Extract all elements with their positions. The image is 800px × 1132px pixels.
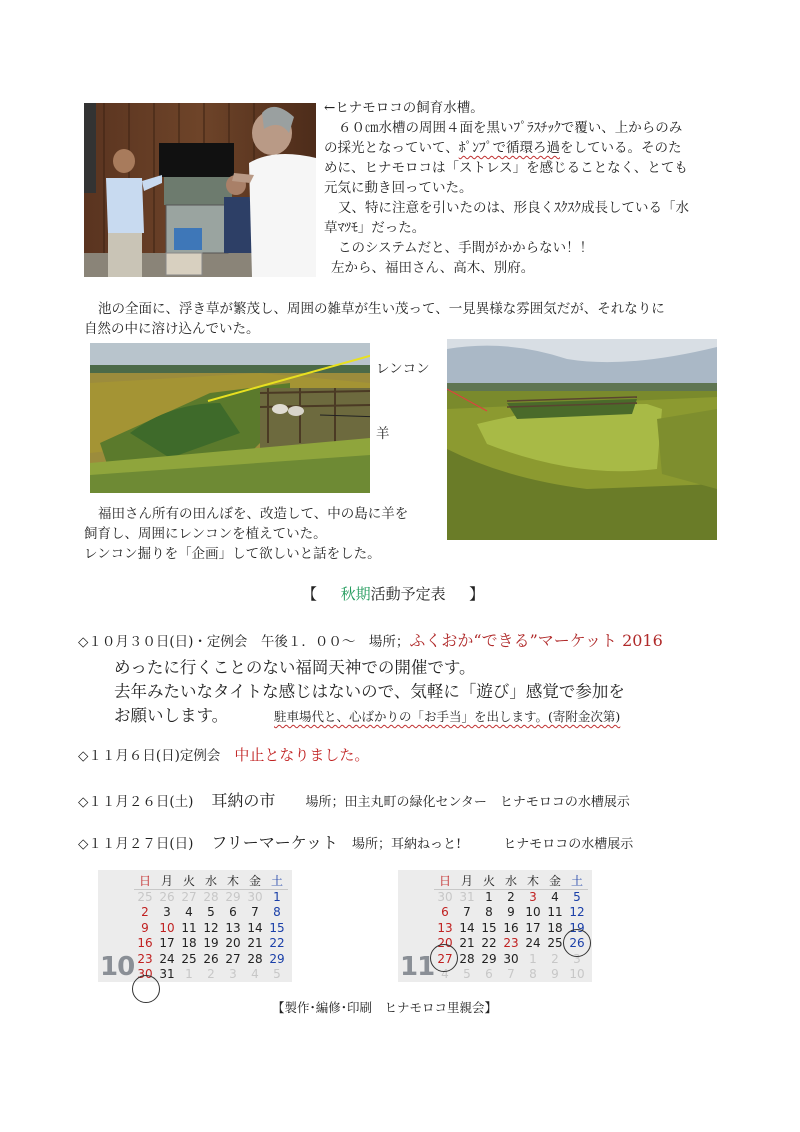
calendar-day: 10 xyxy=(525,905,541,919)
calendar-week-row xyxy=(134,921,288,937)
pump-filter-text: ﾎﾟﾝﾌﾟで循環ろ過 xyxy=(458,140,560,156)
calendar-day: 17 xyxy=(159,936,175,950)
calendar-day: 28 xyxy=(203,889,219,904)
calendar-day: 20 xyxy=(437,936,453,950)
calendar-day: 8 xyxy=(529,967,537,981)
event-2-date: ◇１１月６日(日)定例会 xyxy=(78,748,221,764)
calendar-weekday: 水 xyxy=(500,874,522,890)
event-4-place: 場所；耳納ねっと! xyxy=(351,837,462,852)
calendar-day: 20 xyxy=(225,936,241,950)
calendar-day: 4 xyxy=(185,905,193,919)
calendar-day: 28 xyxy=(459,951,475,966)
title-season: 秋期 xyxy=(340,585,371,603)
calendar-weekday: 土 xyxy=(566,874,588,890)
title-bracket-open: 【 xyxy=(302,585,318,603)
event-2-status: 中止となりました。 xyxy=(234,746,370,764)
aquarium-photo xyxy=(84,103,316,277)
calendar-day: 29 xyxy=(269,951,285,966)
calendar-day: 10 xyxy=(159,920,175,935)
calendar-day: 31 xyxy=(459,889,475,904)
pond-text-line-1: 池の全面に、浮き草が繁茂し、周囲の雑草が生い茂って、一見異様な雰囲気だが、それなりに xyxy=(98,301,665,317)
calendar-day: 1 xyxy=(273,889,281,904)
calendar-weekday: 日 xyxy=(134,874,156,890)
calendar-week-row xyxy=(134,890,288,906)
calendar-weekday: 火 xyxy=(178,874,200,890)
calendar-weekday: 土 xyxy=(266,874,288,890)
calendar-day: 24 xyxy=(525,936,541,950)
calendar-day: 9 xyxy=(507,905,515,919)
calendar-day: 7 xyxy=(507,967,515,981)
event-4 xyxy=(78,832,633,856)
calendar-month-number: 11 xyxy=(400,952,435,982)
event-1-note: 駐車場代と、心ばかりの「お手当」を出します。(寄附金次第) xyxy=(274,709,621,724)
calendar-day: 26 xyxy=(203,951,219,966)
calendar-day: 27 xyxy=(225,951,241,966)
caption-line-1: ←ヒナモロコの飼育水槽。 xyxy=(324,100,484,116)
sheep-label: 羊 xyxy=(376,426,390,442)
calendar-day: 27 xyxy=(181,889,197,904)
calendar-day: 11 xyxy=(547,905,563,919)
calendar-day: 19 xyxy=(203,936,219,950)
event-1-line-3: 去年みたいなタイトな感じはないので、気軽に「遊び」感覚で参加を xyxy=(114,682,625,701)
calendar-day: 25 xyxy=(137,889,153,904)
calendar-day: 3 xyxy=(229,967,237,981)
caption-line-6: 又、特に注意を引いたのは、形良くｽｸｽｸ成長している「水 xyxy=(338,200,689,216)
calendar-day: 9 xyxy=(141,920,149,935)
calendar-weekday: 日 xyxy=(434,874,456,890)
caption2-line-2: 飼育し、周囲にレンコンを植えていた。 xyxy=(84,526,327,542)
renkon-label: レンコン xyxy=(376,361,430,377)
calendar-day: 17 xyxy=(525,920,541,935)
caption-line-7: 草ﾏﾂﾓ」だった。 xyxy=(324,220,426,236)
calendar-day: 21 xyxy=(459,936,475,950)
calendar-day: 15 xyxy=(481,920,497,935)
calendar-day: 14 xyxy=(247,920,263,935)
calendar-day: 5 xyxy=(273,967,281,981)
calendar-day: 31 xyxy=(159,967,175,981)
calendar-week-row xyxy=(134,905,288,921)
calendar-month-number: 10 xyxy=(100,952,135,982)
calendar-day: 16 xyxy=(503,920,519,935)
calendar-week-row xyxy=(434,890,588,906)
caption-line-5: 元気に動き回っていた。 xyxy=(324,180,473,196)
title-bracket-close: 】 xyxy=(469,585,485,603)
caption-line-4: めに、ヒナモロコは「ストレス」を感じることなく、とても xyxy=(324,160,688,176)
caption2-line-3: レンコン掘りを「企画」して欲しいと話をした。 xyxy=(84,546,381,562)
calendar-day: 23 xyxy=(137,951,153,966)
schedule-title xyxy=(302,584,484,604)
calendar-weekday: 月 xyxy=(156,874,178,890)
calendar-weekday: 木 xyxy=(522,874,544,890)
calendar-weekday-row xyxy=(134,874,288,890)
calendar-day: 18 xyxy=(547,920,563,935)
calendar-day: 6 xyxy=(485,967,493,981)
calendar-day: 4 xyxy=(251,967,259,981)
calendar-day: 25 xyxy=(181,951,197,966)
calendar-day: 10 xyxy=(569,967,585,981)
event-1-line-2: めったに行くことのない福岡天神での開催です。 xyxy=(114,658,476,677)
footer-credit: 【製作･編修･印刷 ヒナモロコ里親会】 xyxy=(272,1000,498,1015)
calendar-day: 5 xyxy=(573,889,581,904)
calendar-week-row xyxy=(434,967,588,983)
nov-27-circle xyxy=(430,944,458,972)
paddy-island-photo xyxy=(90,343,370,493)
calendar-day: 8 xyxy=(485,905,493,919)
caption-line-3 xyxy=(324,139,681,159)
title-rest: 活動予定表 xyxy=(370,585,446,603)
calendar-day: 1 xyxy=(529,951,537,966)
oct-30-circle xyxy=(132,975,160,1003)
calendar-day: 4 xyxy=(551,889,559,904)
caption-line-9: 左から、福田さん、高木、別府。 xyxy=(331,260,535,276)
calendar-weekday: 金 xyxy=(544,874,566,890)
calendar-day: 14 xyxy=(459,920,475,935)
calendar-day: 6 xyxy=(229,905,237,919)
calendar-weekday: 月 xyxy=(456,874,478,890)
event-3-name: 耳納の市 xyxy=(211,791,276,810)
event-1-place: ふくおか“できる”マーケット 2016 xyxy=(409,631,663,650)
calendar-day: 18 xyxy=(181,936,197,950)
calendar-day: 4 xyxy=(441,967,449,981)
calendar-day: 28 xyxy=(247,951,263,966)
calendar-day: 30 xyxy=(503,951,519,966)
calendar-day: 5 xyxy=(463,967,471,981)
calendar-day: 12 xyxy=(569,905,585,919)
calendar-day: 2 xyxy=(207,967,215,981)
calendar-day: 9 xyxy=(551,967,559,981)
calendar-day: 5 xyxy=(207,905,215,919)
calendar-day: 30 xyxy=(247,889,263,904)
event-4-note: ヒナモロコの水槽展示 xyxy=(503,837,634,852)
calendar-day: 25 xyxy=(547,936,563,950)
calendar-day: 8 xyxy=(273,905,281,919)
calendar-day: 16 xyxy=(137,936,153,950)
calendar-weekday-row xyxy=(434,874,588,890)
caption-line-8: このシステムだと、手間がかからない！！ xyxy=(338,240,594,256)
calendar-day: 19 xyxy=(569,920,585,935)
nov-26-circle xyxy=(563,929,591,957)
calendar-day: 30 xyxy=(437,889,453,904)
calendar-day: 1 xyxy=(185,967,193,981)
event-4-name: フリーマーケット xyxy=(211,833,338,852)
calendar-day: 1 xyxy=(485,889,493,904)
calendar-grid xyxy=(434,874,588,983)
calendar-weekday: 水 xyxy=(200,874,222,890)
calendar-october xyxy=(98,870,292,982)
calendar-day: 15 xyxy=(269,920,285,935)
calendar-day: 21 xyxy=(247,936,263,950)
duckweed-pond-photo xyxy=(447,339,717,540)
calendar-day: 7 xyxy=(251,905,259,919)
event-3-place: 場所；田主丸町の緑化センター ヒナモロコの水槽展示 xyxy=(305,795,630,810)
calendar-grid xyxy=(134,874,288,983)
calendar-day: 29 xyxy=(225,889,241,904)
calendar-day: 3 xyxy=(529,889,537,904)
calendar-day: 26 xyxy=(569,936,585,950)
calendar-day: 2 xyxy=(551,951,559,966)
calendar-day: 3 xyxy=(163,905,171,919)
calendar-day: 2 xyxy=(141,905,149,919)
event-2 xyxy=(78,744,369,767)
calendar-day: 29 xyxy=(481,951,497,966)
event-3 xyxy=(78,790,630,814)
calendar-weekday: 火 xyxy=(478,874,500,890)
calendar-day: 6 xyxy=(441,905,449,919)
calendar-day: 12 xyxy=(203,920,219,935)
event-4-date: ◇１１月２７日(日) xyxy=(78,836,194,852)
calendar-day: 13 xyxy=(225,920,241,935)
calendar-weekday: 木 xyxy=(222,874,244,890)
calendar-day: 26 xyxy=(159,889,175,904)
calendar-day: 24 xyxy=(159,951,175,966)
event-1-line-4: お願いします。 xyxy=(114,706,229,725)
event-1-date: ◇１０月３０日(日)・定例会 午後１．００～ 場所； xyxy=(78,634,410,650)
calendar-day: 22 xyxy=(481,936,497,950)
calendar-week-row xyxy=(434,905,588,921)
caption2-line-1: 福田さん所有の田んぼを、改造して、中の島に羊を xyxy=(98,506,409,522)
pond-text-line-2: 自然の中に溶け込んでいた。 xyxy=(84,321,260,337)
calendar-day: 27 xyxy=(437,951,453,966)
calendar-day: 3 xyxy=(573,951,581,966)
caption-line-3-a: の採光となっていて、 xyxy=(324,140,459,156)
calendar-week-row xyxy=(134,936,288,952)
calendar-week-row xyxy=(134,952,288,968)
calendar-day: 22 xyxy=(269,936,285,950)
event-1-header xyxy=(78,630,663,653)
calendar-november xyxy=(398,870,592,982)
caption-line-3-c: をしている。そのた xyxy=(559,140,682,156)
calendar-day: 13 xyxy=(437,920,453,935)
calendar-day: 30 xyxy=(137,967,153,981)
calendar-day: 7 xyxy=(463,905,471,919)
event-3-date: ◇１１月２６日(土) xyxy=(78,794,194,810)
calendar-day: 23 xyxy=(503,936,519,950)
calendar-day: 2 xyxy=(507,889,515,904)
calendar-day: 11 xyxy=(181,920,197,935)
calendar-weekday: 金 xyxy=(244,874,266,890)
caption-line-2: ６０㎝水槽の周囲４面を黒いﾌﾟﾗｽﾁｯｸで覆い、上からのみ xyxy=(338,120,683,136)
